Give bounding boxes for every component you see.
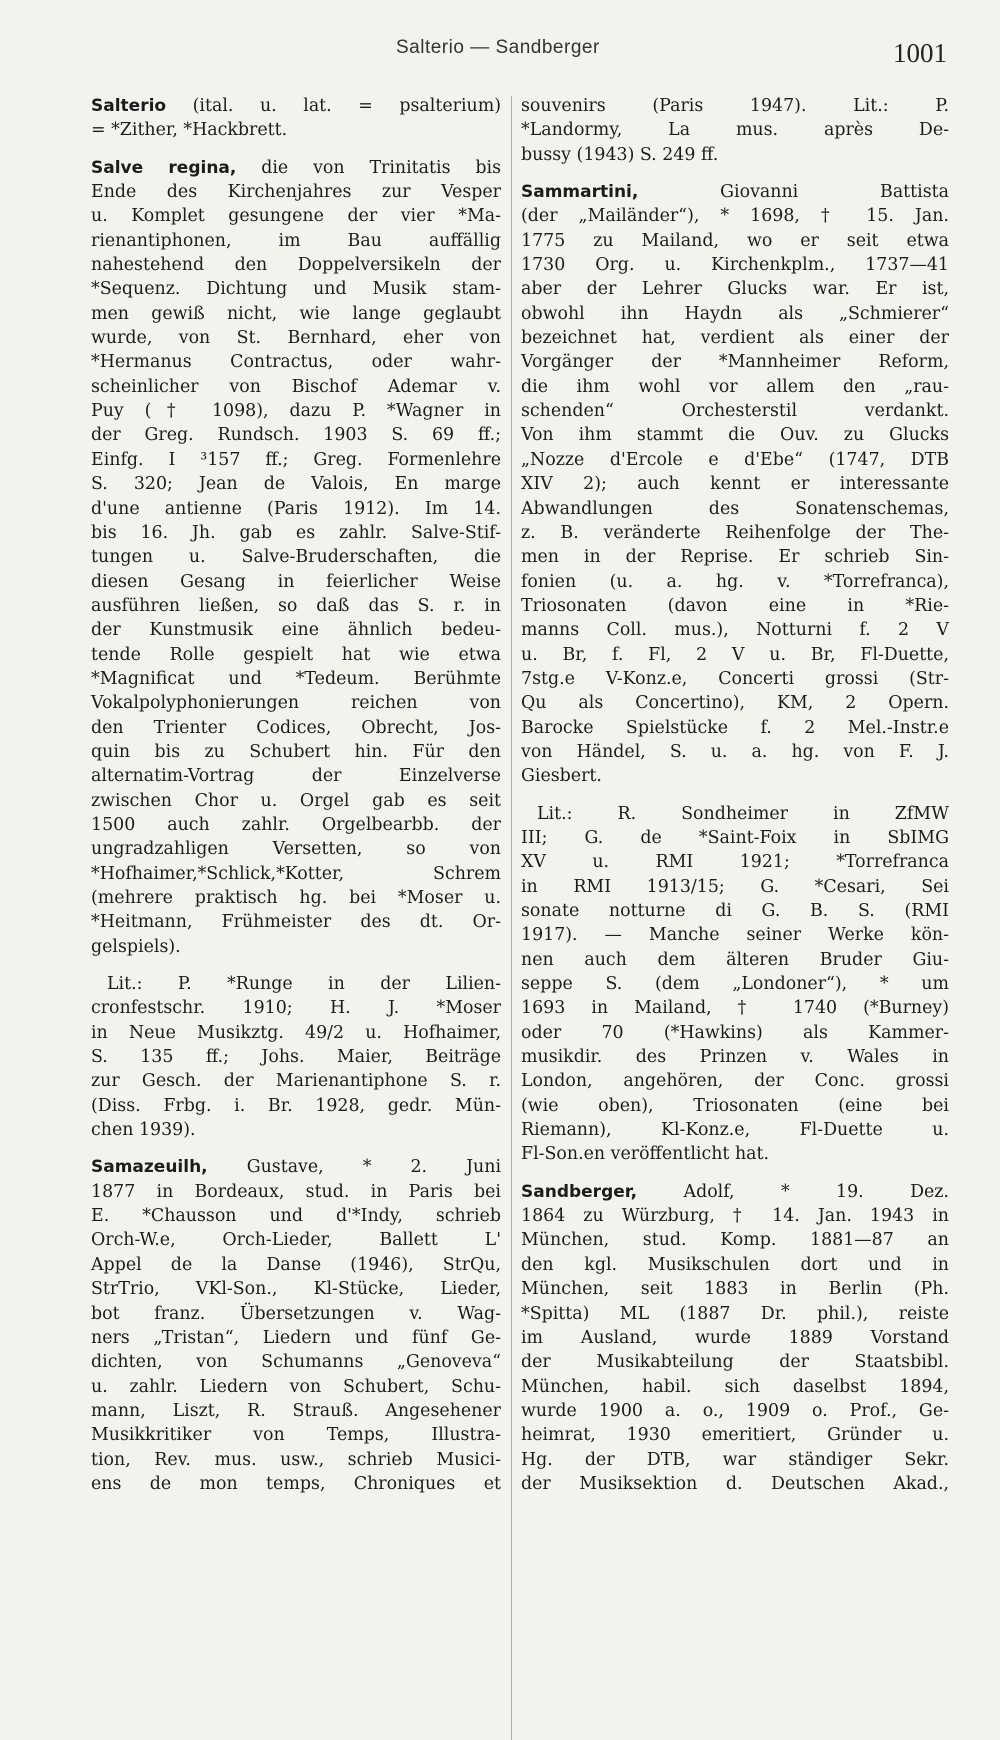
text-line: (der „Mailänder“), * 1698, † 15. Jan. [521, 206, 949, 227]
text-line: aber der Lehrer Glucks war. Er ist, [521, 279, 949, 300]
page-number: 1001 [893, 38, 947, 68]
text-line: scheinlicher von Bischof Ademar v. [91, 376, 501, 397]
text-line: tungen u. Salve-Bruderschaften, die [91, 547, 501, 568]
text-line: *Heitmann, Frühmeister des dt. Or- [91, 912, 501, 933]
literature-sammartini [521, 802, 949, 1167]
text-line: mann, Liszt, R. Strauß. Angesehener [91, 1400, 501, 1421]
text-line: heimrat, 1930 emeritiert, Gründer u. [521, 1425, 949, 1446]
text-line: 1693 in Mailand, † 1740 (*Burney) [521, 998, 949, 1019]
text-line: nahestehend den Doppelversikeln der [91, 255, 501, 276]
entry-sandberger [521, 1180, 949, 1496]
text-line: tende Rolle gespielt hat wie etwa [91, 644, 501, 665]
text-line: 1775 zu Mailand, wo er seit etwa [521, 230, 949, 251]
text-line: S. 135 ff.; Johs. Maier, Beiträge [91, 1047, 501, 1068]
entry-sammartini [521, 180, 949, 789]
entry-samazeuilh-continued [521, 94, 949, 167]
text-line: u. Br, f. Fl, 2 V u. Br, Fl-Duette, [521, 644, 949, 665]
text-line: 1917). — Manche seiner Werke kön- [521, 925, 949, 946]
text-line: 1500 auch zahlr. Orgelbearbb. der [91, 814, 501, 835]
text-line: der Greg. Rundsch. 1903 S. 69 ff.; [91, 425, 501, 446]
text-line: zur Gesch. der Marienantiphone S. r. [91, 1071, 501, 1092]
text-line: den Trienter Codices, Obrecht, Jos- [91, 717, 501, 738]
text-line: cronfestschr. 1910; H. J. *Moser [91, 998, 501, 1019]
text-line: 1730 Org. u. Kirchenkplm., 1737—41 [521, 255, 949, 276]
text-line: quin bis zu Schubert hin. Für den [91, 741, 501, 762]
column-divider [511, 96, 512, 1740]
text-line: ausführen ließen, so daß das S. r. in [91, 595, 501, 616]
text-line: Appel de la Danse (1946), StrQu, [91, 1254, 501, 1275]
text-line: *Sequenz. Dichtung und Musik stam- [91, 279, 501, 300]
text-line: bezeichnet hat, verdient als einer der [521, 328, 949, 349]
text-line: diesen Gesang in feierlicher Weise [91, 571, 501, 592]
text-line: der Musiksektion d. Deutschen Akad., [521, 1473, 949, 1494]
text-line: *Hermanus Contractus, oder wahr- [91, 352, 501, 373]
text-line: Samazeuilh, Gustave, * 2. Juni [91, 1157, 501, 1178]
text-line: Orch-W.e, Orch-Lieder, Ballett L' [91, 1230, 501, 1251]
text-line: den kgl. Musikschulen dort und in [521, 1254, 949, 1275]
text-line: gelspiels). [91, 936, 181, 957]
text-line: Sammartini, Giovanni Battista [521, 182, 950, 203]
text-line: zwischen Chor u. Orgel gab es seit [91, 790, 501, 811]
text-line: Sandberger, Adolf, * 19. Dez. [521, 1181, 949, 1202]
text-line: men in der Reprise. Er schrieb Sin- [521, 547, 949, 568]
text-line: *Spitta) ML (1887 Dr. phil.), reiste [521, 1303, 949, 1324]
headword: Salve regina, [91, 157, 237, 178]
text-line: bis 16. Jh. gab es zahlr. Salve-Stif- [91, 522, 501, 543]
text-line: Salve regina, die von Trinitatis bis [91, 157, 501, 178]
text-line: Qu als Concertino), KM, 2 Opern. [521, 693, 949, 714]
text-line: Lit.: R. Sondheimer in ZfMW [537, 803, 949, 824]
text-line: rienantiphonen, im Bau auffällig [91, 230, 501, 251]
text-line: Barocke Spielstücke f. 2 Mel.-Instr.e [521, 717, 949, 738]
text-line: der Kunstmusik eine ähnlich bedeu- [91, 620, 501, 641]
left-column [91, 94, 501, 1509]
text-line: ens de mon temps, Chroniques et [91, 1473, 501, 1494]
text-line: z. B. veränderte Reihenfolge der The- [521, 522, 949, 543]
headword: Salterio [91, 96, 167, 116]
text-line: oder 70 (*Hawkins) als Kammer- [521, 1022, 949, 1043]
headword: Sandberger, [521, 1181, 638, 1202]
text-line: wurde, von St. Bernhard, eher von [91, 328, 501, 349]
text-line: seppe S. (dem „Londoner“), * um [521, 974, 949, 995]
text-line: wurde 1900 a. o., 1909 o. Prof., Ge- [521, 1400, 949, 1421]
text-line: manns Coll. mus.), Notturni f. 2 V [521, 620, 949, 641]
entry-salve-regina [91, 156, 501, 959]
text-line: E. *Chausson und d'*Indy, schrieb [91, 1206, 501, 1227]
text-line: (mehrere praktisch hg. bei *Moser u. [91, 888, 501, 908]
text-line: Salterio (ital. u. lat. = psalterium) [91, 96, 501, 116]
text-line: der Musikabteilung der Staatsbibl. [521, 1352, 949, 1373]
text-line: Abwandlungen des Sonatenschemas, [521, 498, 949, 519]
text-line: *Landormy, La mus. après De- [521, 120, 949, 141]
text-line: sonate notturne di G. B. S. (RMI [521, 901, 949, 921]
text-line: München, habil. sich daselbst 1894, [521, 1376, 949, 1397]
text-line: Von ihm stammt die Ouv. zu Glucks [521, 425, 949, 446]
text-line: Triosonaten (davon eine in *Rie- [521, 595, 949, 616]
text-line: Fl-Son.en veröffentlicht hat. [521, 1144, 770, 1165]
text-line: bot franz. Übersetzungen v. Wag- [91, 1303, 501, 1324]
entry-samazeuilh [91, 1155, 501, 1496]
text-line: (Diss. Frbg. i. Br. 1928, gedr. Mün- [91, 1095, 501, 1116]
text-line: musikdir. des Prinzen v. Wales in [521, 1047, 949, 1068]
text-line: Musikkritiker von Temps, Illustra- [91, 1425, 501, 1446]
text-line: 1864 zu Würzburg, † 14. Jan. 1943 in [521, 1206, 949, 1227]
text-line: III; G. de *Saint-Foix in SbIMG [521, 827, 949, 848]
text-line: nen auch dem älteren Bruder Giu- [521, 949, 949, 970]
text-line: 1877 in Bordeaux, stud. in Paris bei [91, 1181, 501, 1202]
text-line: München, seit 1883 in Berlin (Ph. [521, 1279, 949, 1300]
literature-salve-regina [91, 972, 501, 1142]
text-line: Hg. der DTB, war ständiger Sekr. [521, 1449, 949, 1470]
text-line: schenden“ Orchesterstil verdankt. [521, 401, 949, 422]
text-line: von Händel, S. u. a. hg. von F. J. [521, 741, 949, 762]
text-line: u. zahlr. Liedern von Schubert, Schu- [91, 1376, 501, 1397]
text-line: ungradzahligen Versetten, so von [91, 839, 501, 860]
text-line: u. Komplet gesungene der vier *Ma- [91, 206, 501, 227]
text-line: fonien (u. a. hg. v. *Torrefranca), [521, 571, 949, 592]
text-line: XV u. RMI 1921; *Torrefranca [521, 852, 949, 873]
text-line: men gewiß nicht, wie lange geglaubt [91, 303, 501, 324]
text-line: Giesbert. [521, 766, 602, 787]
text-line: alternatim-Vortrag der Einzelverse [91, 766, 501, 787]
text-line: StrTrio, VKl-Son., Kl-Stücke, Lieder, [91, 1279, 501, 1300]
text-line: = *Zither, *Hackbrett. [91, 120, 288, 141]
text-line: Riemann), Kl-Konz.e, Fl-Duette u. [521, 1120, 949, 1141]
text-line: souvenirs (Paris 1947). Lit.: P. [521, 96, 949, 116]
entry-salterio [91, 94, 501, 143]
text-line: XIV 2); auch kennt er interessante [521, 474, 949, 495]
text-line: bussy (1943) S. 249 ff. [521, 144, 719, 165]
running-title: Salterio — Sandberger [396, 37, 600, 58]
text-line: ners „Tristan“, Liedern und fünf Ge- [91, 1327, 501, 1348]
text-line: (wie oben), Triosonaten (eine bei [521, 1095, 949, 1116]
text-line: *Hofhaimer,*Schlick,*Kotter, Schrem [91, 863, 501, 884]
text-line: obwohl ihn Haydn als „Schmierer“ [521, 303, 949, 324]
text-line: S. 320; Jean de Valois, En marge [91, 474, 501, 495]
text-line: tion, Rev. mus. usw., schrieb Musici- [91, 1449, 501, 1470]
text-line: 7stg.e V-Konz.e, Concerti grossi (Str- [521, 668, 949, 689]
text-line: in Neue Musikztg. 49/2 u. Hofhaimer, [91, 1022, 501, 1043]
text-line: „Nozze d'Ercole e d'Ebe“ (1747, DTB [521, 449, 949, 470]
headword: Sammartini, [521, 182, 639, 203]
text-line: *Magnificat und *Tedeum. Berühmte [91, 668, 501, 689]
text-line: in RMI 1913/15; G. *Cesari, Sei [521, 876, 949, 897]
text-line: Puy († 1098), dazu P. *Wagner in [91, 401, 501, 422]
text-line: chen 1939). [91, 1120, 196, 1141]
text-line: Ende des Kirchenjahres zur Vesper [91, 182, 501, 203]
text-line: London, angehören, der Conc. grossi [521, 1071, 949, 1092]
text-line: die ihm wohl vor allem den „rau- [521, 376, 949, 397]
text-line: Lit.: P. *Runge in der Lilien- [107, 974, 501, 995]
text-line: Vokalpolyphonierungen reichen von [91, 693, 501, 714]
headword: Samazeuilh, [91, 1157, 208, 1178]
text-line: dichten, von Schumanns „Genoveva“ [91, 1352, 501, 1373]
text-line: Vorgänger der *Mannheimer Reform, [521, 352, 949, 373]
text-line: d'une antienne (Paris 1912). Im 14. [91, 498, 501, 519]
text-line: München, stud. Komp. 1881—87 an [521, 1230, 949, 1251]
right-column [521, 94, 949, 1509]
text-line: im Ausland, wurde 1889 Vorstand [521, 1327, 949, 1348]
text-line: Einfg. I ³157 ff.; Greg. Formenlehre [91, 449, 501, 470]
